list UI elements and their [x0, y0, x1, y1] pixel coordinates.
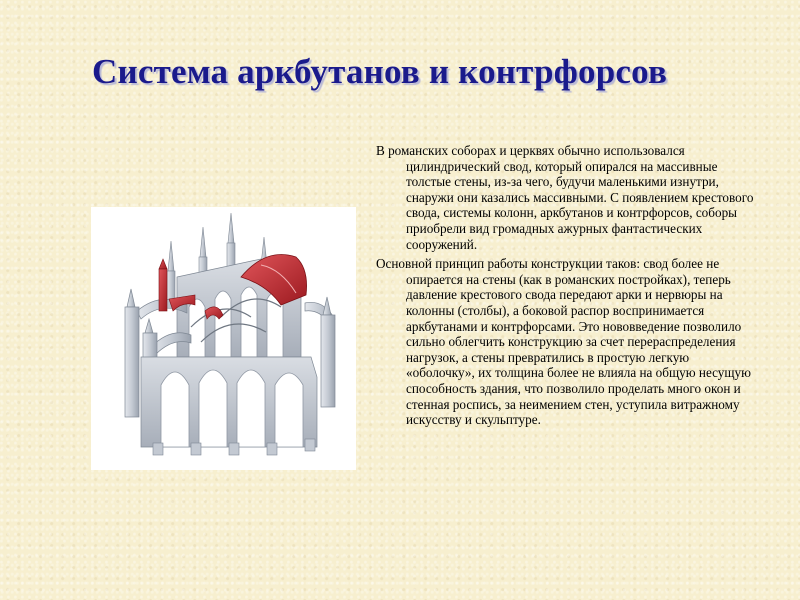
paragraph-romanesque: В романских соборах и церквях обычно использовался цилиндрический свод, который опирался на массивные толстые стены, из-за чего, будучи маленькими изнутри, снаружи они казались массивными. С появлением крестового свода, системы колонн, аркбутанов и контрфорсов, соборы приобрели вид громадных ажурных фантастических сооружений. [376, 143, 754, 252]
slide-title: Система аркбутанов и контрфорсов [92, 52, 668, 91]
body-text [376, 143, 761, 432]
gothic-cathedral-icon [91, 207, 356, 470]
paragraph-principle: Основной принцип работы конструкции таков: свод более не опирается на стены (как в романских постройках), теперь давление крестового свода передают арки и нервюры на колонны (столбы), а боковой распор воспринимается аркбутанами и контрфорсами. Это нововведение позволило сильно облегчить конструкцию за счет перераспределения нагрузок, а стены превратились в простую легкую «оболочку», их толщина более не влияла на общую несущую способность здания, что позволило проделать много окон и стенная роспись, за неимением стен, уступила витражному искусству и скульптуре. [376, 256, 751, 428]
cathedral-cutaway-illustration [91, 207, 356, 470]
